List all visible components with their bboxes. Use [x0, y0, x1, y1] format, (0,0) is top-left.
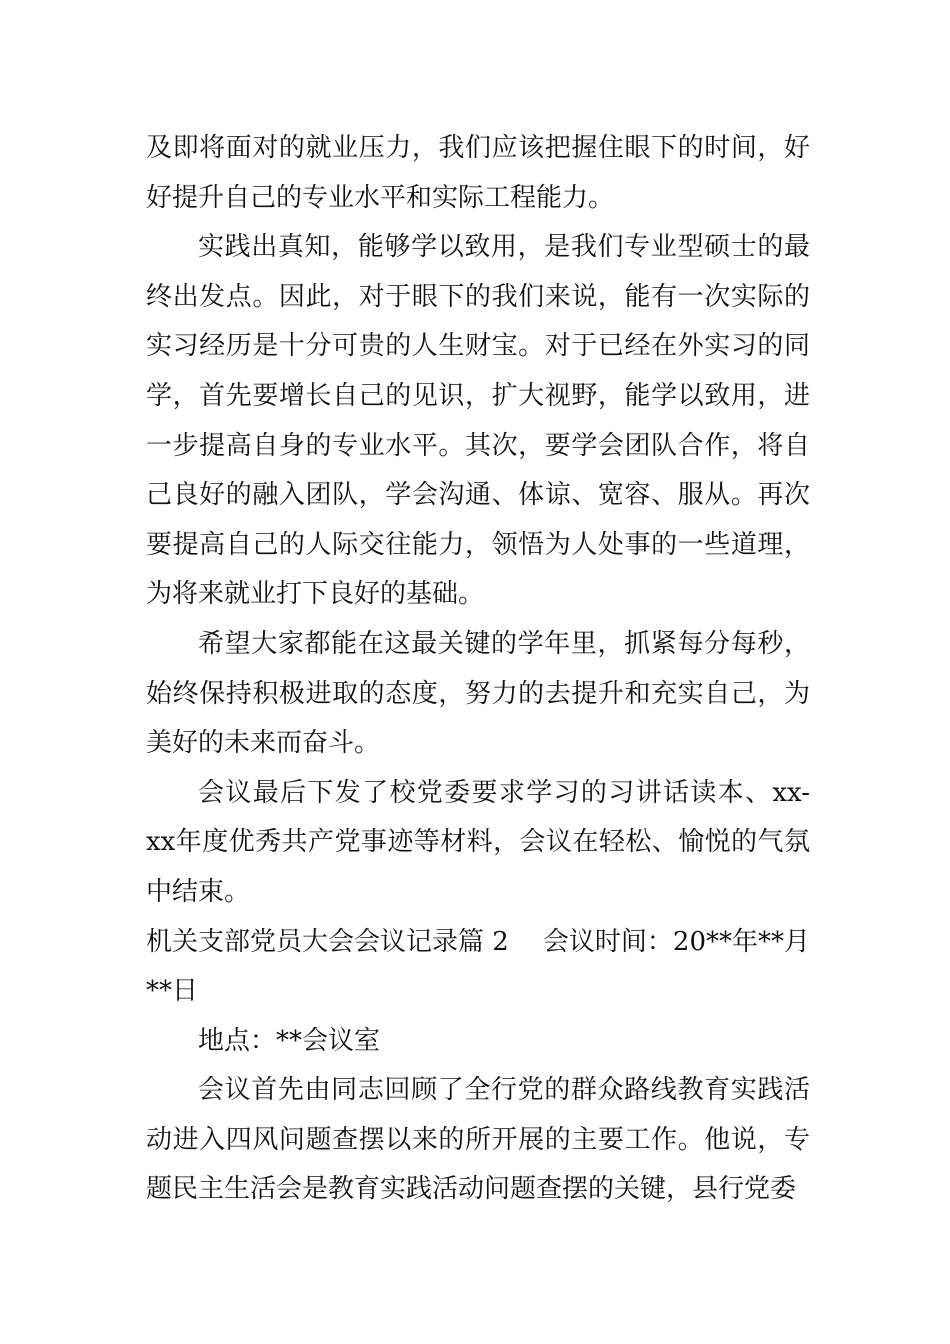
meeting-time: 会议时间：20**年**月 [542, 926, 810, 957]
meeting-time-continued: **日 [146, 976, 199, 1007]
paragraph-continuation: 及即将面对的就业压力，我们应该把握住眼下的时间，好好提升自己的专业水平和实际工程能力。 [146, 133, 810, 213]
paragraph-practice: 实践出真知，能够学以致用，是我们专业型硕士的最终出发点。因此，对于眼下的我们来说，能有一次实际的实习经历是十分可贵的人生财宝。对于已经在外实习的同学，首先要增长自己的见识，扩大视野，能学以致用，进一步提高自身的专业水平。其次，要学会团队合作，将自己良好的融入团队，学会沟通、体谅、宽容、服从。再次要提高自己的人际交往能力，领悟为人处事的一些道理，为将来就业打下良好的基础。 [146, 232, 810, 610]
paragraph-review: 会议首先由同志回顾了全行党的群众路线教育实践活动进入四风问题查摆以来的所开展的主要工作。他说，专题民主生活会是教育实践活动问题查摆的关键，县行党委 [146, 1075, 810, 1205]
document-body [146, 124, 810, 1215]
paragraph-meeting-end: 会议最后下发了校党委要求学习的习讲话读本、xx-xx年度优秀共产党事迹等材料，会议在轻松、愉悦的气氛中结束。 [146, 777, 810, 907]
paragraph-hope: 希望大家都能在这最关键的学年里，抓紧每分每秒，始终保持积极进取的态度，努力的去提升和充实自己，为美好的未来而奋斗。 [146, 628, 810, 759]
meeting-location: 地点：**会议室 [198, 1025, 381, 1056]
section-title: 机关支部党员大会会议记录篇 2 [146, 926, 509, 957]
section-heading-line [146, 918, 810, 968]
